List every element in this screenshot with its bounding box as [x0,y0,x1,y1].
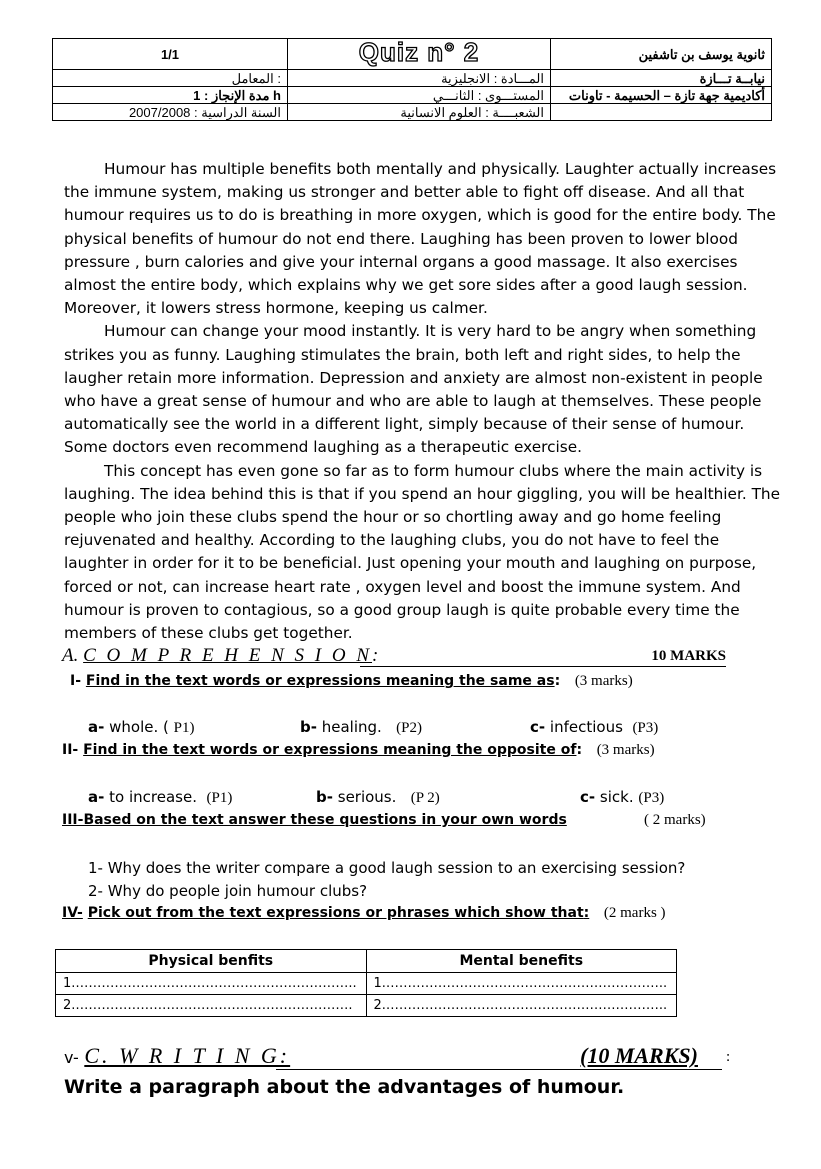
item-ref: P1) [173,720,195,736]
item-word: infectious [549,718,623,736]
writing-task: Write a paragraph about the advantages of humour. [64,1076,625,1098]
quiz-title-text: Quiz n° 2 [358,36,480,67]
question-1-marks: (3 marks) [574,673,633,689]
item-letter: a- [88,788,105,806]
subject: المـــادة : الانجليزية [288,70,551,87]
delegation: نيابــة تـــازة [551,70,772,87]
item-letter: b- [316,788,333,806]
writing-underline [276,1069,722,1070]
question-2-colon: : [576,742,583,758]
column-header-mental: Mental benefits [366,950,677,973]
paragraph-3: This concept has even gone so far as to form humour clubs where the main activity is laughing. The idea behind this is that if you spend an hour giggling, you will be healthier. The people who join these clubs spend the hour or so chortling away and go home feeling rejuvenated and healthy. According to the laughing clubs, you do not have to feel the laughter in order for it to be beneficial. Just opening your mouth and laughing on purpose, forced or not, can increase heart rate , oxygen level and boost the immune system. And humour is proven to contagious, so a good group laugh is quite probable every time the members of these clubs get together. [64,461,781,643]
item-letter: a- [88,718,105,736]
writing-prefix: v- [64,1048,79,1067]
page-number: 1/1 [53,39,288,70]
q1-item-b [300,718,422,737]
question-3-text: III-Based on the text answer these questions in your own words [62,812,567,828]
item-ref: (P3) [638,790,665,806]
question-4-text: Pick out from the text expressions or phrases which show that [87,905,584,921]
answer-blank[interactable]: 1.……………………………………………………….. [366,973,677,995]
answer-blank[interactable]: 2.………………………………………………………. [56,995,367,1017]
q2-item-c [580,788,664,807]
question-1-text: Find in the text words or expressions meaning the same as [85,673,555,689]
column-header-physical: Physical benfits [56,950,367,973]
paragraph-1: Humour has multiple benefits both mentally and physically. Laughter actually increases the immune system, making us stronger and better able to fight off disease. And all that humour requires us to do is breathing in more oxygen, which is good for the entire body. The physical benefits of humour do not end there. Laughing has been proven to lower blood pressure , burn calories and give your internal organs a good massage. It also exercises almost the entire body, which explains why we get sore sides after a good laugh session. Moreover, it lowers stress hormone, keeping us calmer. [64,160,777,318]
benefits-table [55,949,677,1017]
school-name: ثانوية يوسف بن تاشفين [551,39,772,70]
reading-passage [64,158,784,645]
question-1-number: I- [70,673,82,689]
question-4-marks: (2 marks ) [603,905,666,921]
item-word: serious. [337,788,397,806]
section-title: C O M P R E H E N S I O N [83,645,373,666]
item-ref: (P1) [206,790,233,806]
academy: أكاديمية جهة تازة – الحسيمة - تاونات [551,87,772,104]
quiz-title [288,36,551,70]
q2-item-b [316,788,440,807]
table-row [56,973,677,995]
writing-title: C. W R I T I N G: [84,1043,291,1068]
item-letter: c- [580,788,596,806]
question-2-number: II- [62,742,79,758]
item-ref: (P3) [632,720,659,736]
school-year: السنة الدراسية : 2007/2008 [53,104,288,121]
writing-marks: (10 MARKS) [580,1043,698,1068]
item-word: whole. ( [109,718,169,736]
answer-blank[interactable]: 1.……………………………………………………….. [56,973,367,995]
item-word: healing. [321,718,382,736]
writing-colon: : [726,1049,731,1065]
question-3-marks-wrap [644,812,706,829]
empty-cell [551,104,772,121]
section-prefix: A. [62,645,79,666]
q1-item-a [88,718,195,737]
question-4 [62,905,666,922]
q1-item-c [530,718,658,737]
branch: الشعبــــة : العلوم الانسانية [288,104,551,121]
coefficient: المعامل : [53,70,288,87]
question-2-text: Find in the text words or expressions meaning the opposite of [83,742,577,758]
item-letter: b- [300,718,317,736]
question-2-marks: (3 marks) [596,742,655,758]
q3-question-2: 2- Why do people join humour clubs? [88,882,368,900]
header-table [52,38,772,121]
item-ref: (P2) [396,720,422,736]
q2-item-a [88,788,232,807]
question-3-marks: ( 2 marks) [644,812,706,828]
question-2 [62,742,655,759]
item-word: sick. [599,788,634,806]
q3-question-1: 1- Why does the writer compare a good laugh session to an exercising session? [88,859,686,877]
writing-heading [64,1043,734,1069]
question-1-colon: : [554,673,561,689]
item-ref: (P 2) [410,790,440,806]
paragraph-2: Humour can change your mood instantly. It is very hard to be angry when something strikes you as funny. Laughing stimulates the brain, both left and right sides, to help the laugher retain more information. Depression and anxiety are almost non-existent in people who have a great sense of humour and who are able to laugh at themselves. These people automatically see the world in a different light, simply because of their sense of humour. Some doctors even recommend laughing as a therapeutic exercise. [64,322,763,457]
question-4-number: IV- [62,905,83,921]
answer-blank[interactable]: 2.……………………………………………………….. [366,995,677,1017]
question-3 [62,812,567,828]
duration: مدة الإنجاز : 1 h [53,87,288,104]
question-4-colon: : [583,905,590,921]
item-word: to increase. [109,788,197,806]
level: المستـــوى : الثانـــي [288,87,551,104]
heading-underline [360,666,726,667]
comprehension-heading [62,645,726,667]
section-marks: 10 MARKS [651,648,726,664]
item-letter: c- [530,718,546,736]
question-1 [70,673,633,690]
table-row [56,995,677,1017]
section-colon: : [372,645,379,666]
